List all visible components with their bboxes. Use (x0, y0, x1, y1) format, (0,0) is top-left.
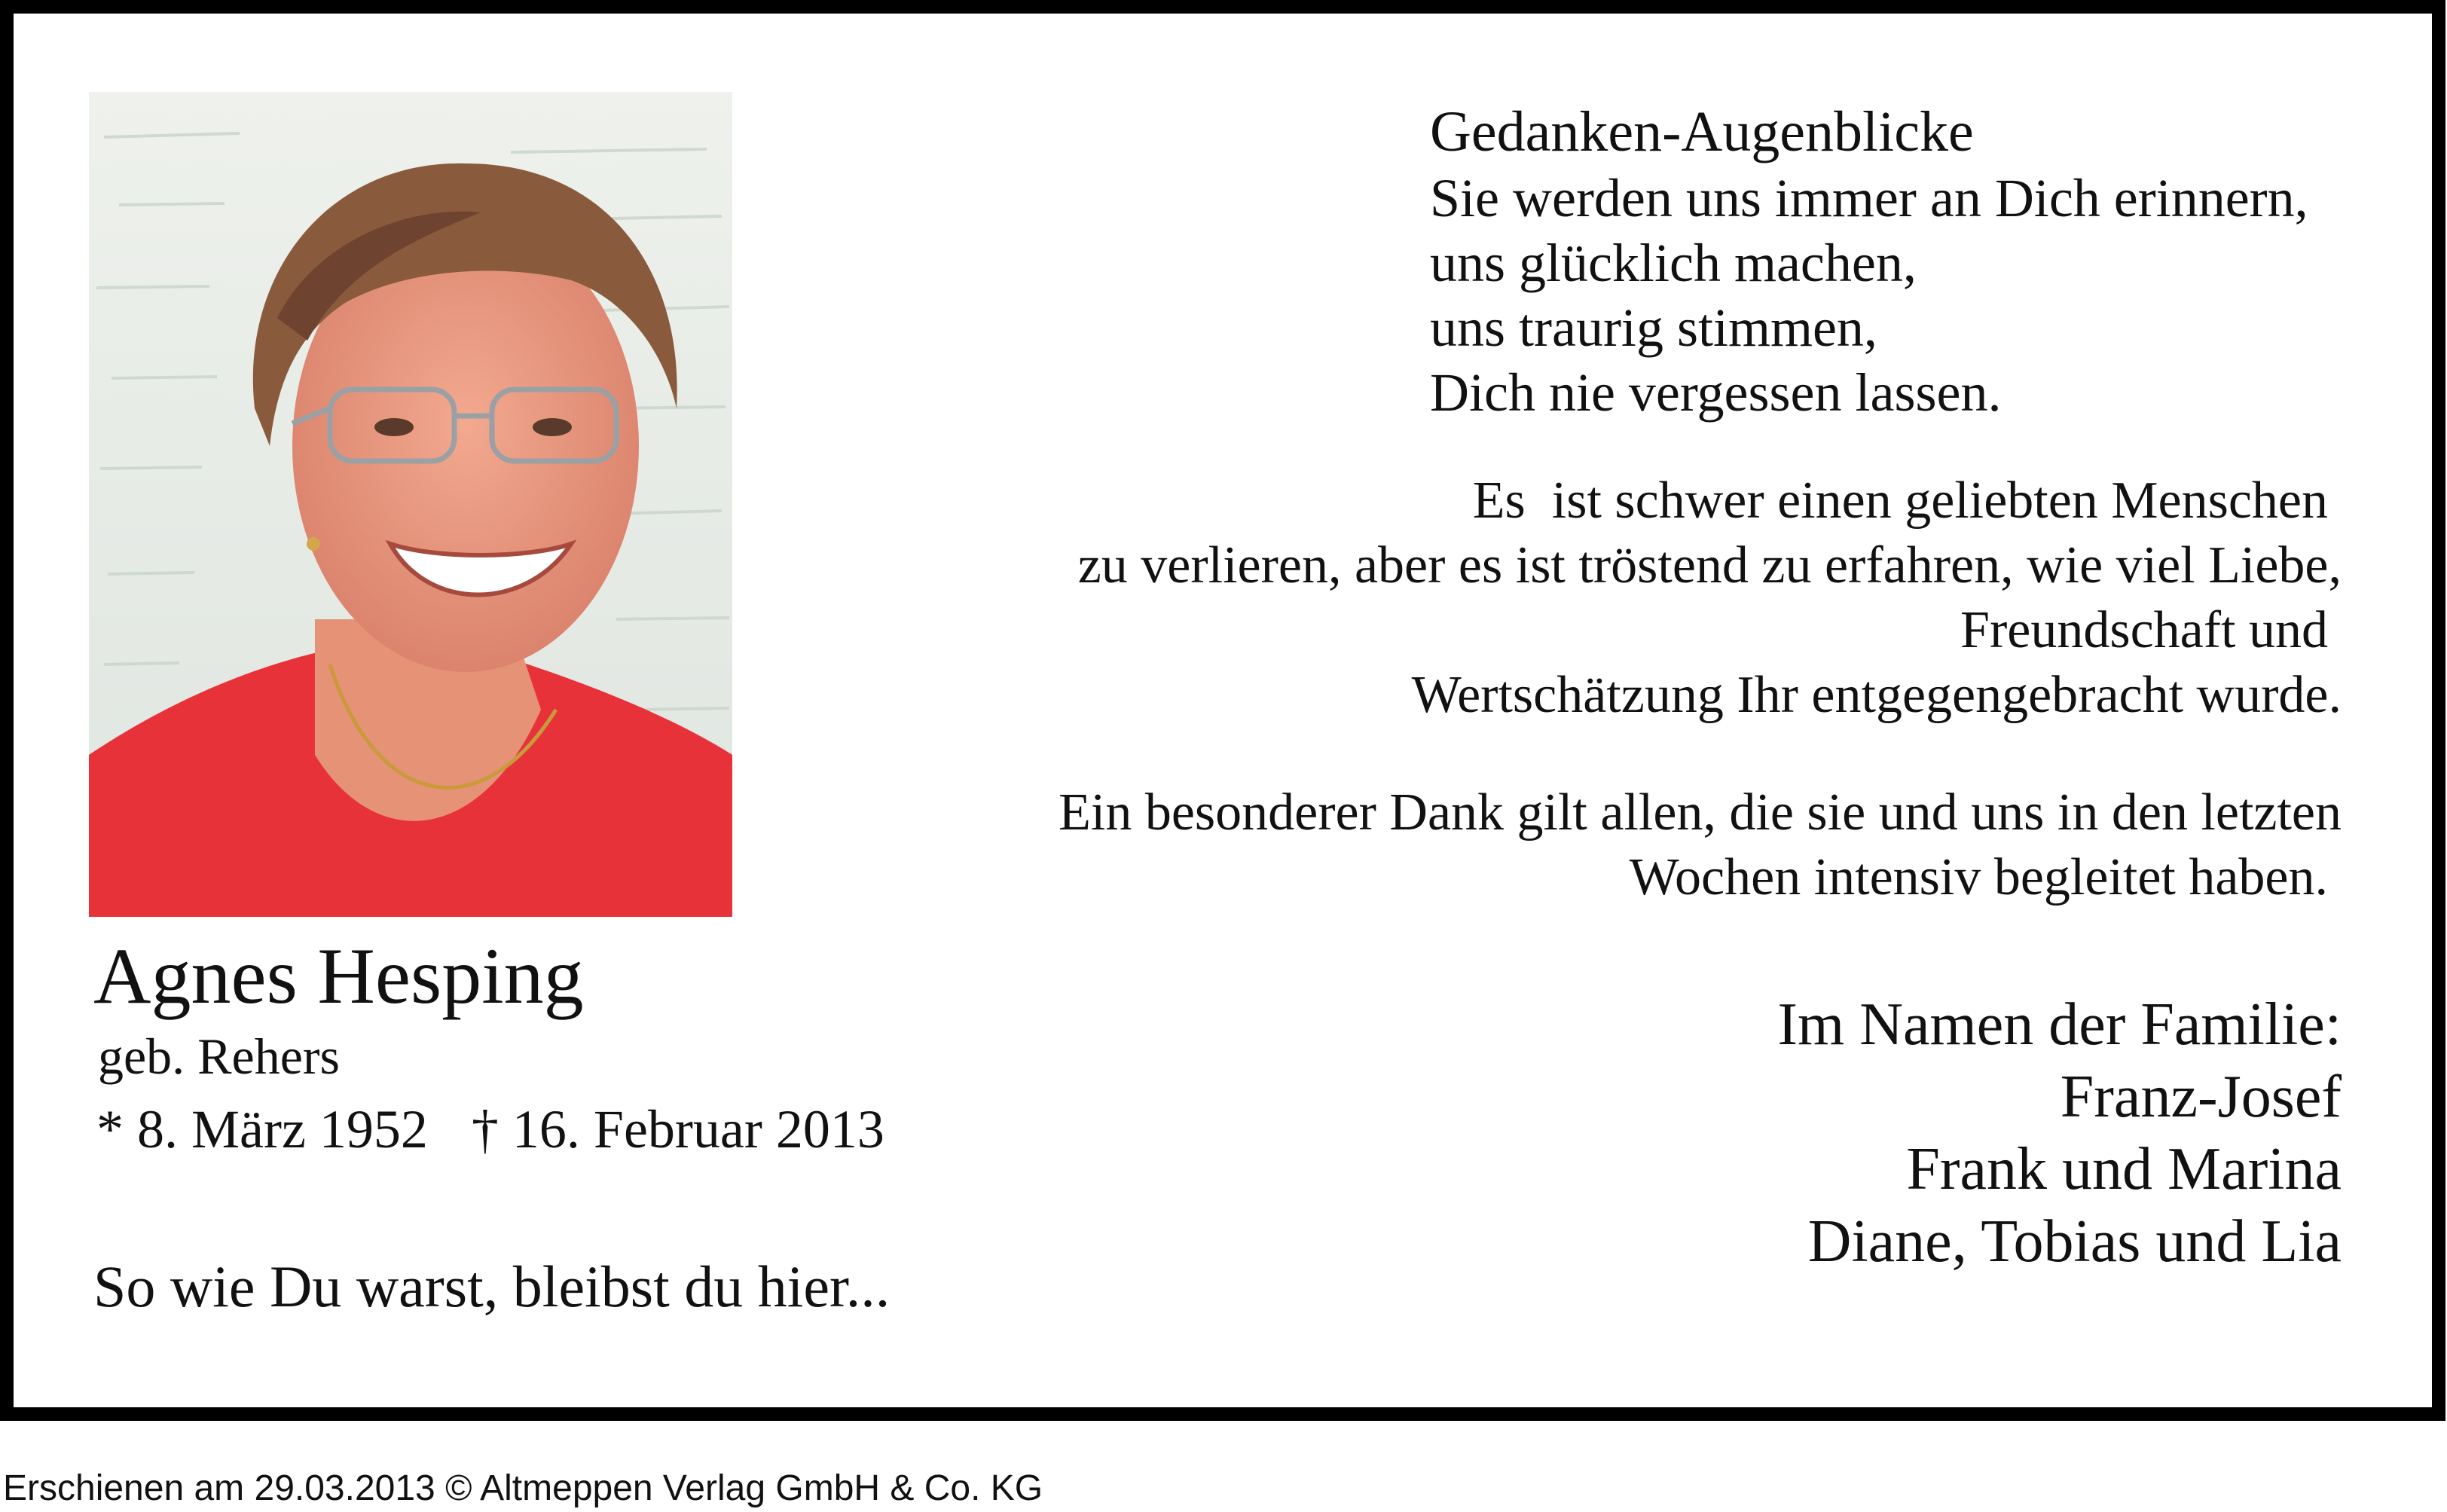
poem-line: Sie werden uns immer an Dich erinnern, (1430, 168, 2308, 228)
poem (1430, 98, 2308, 425)
publication-footer: Erschienen am 29.03.2013 © Altmeppen Verlag GmbH & Co. KG (3, 1468, 1043, 1508)
family-signature (1777, 988, 2342, 1278)
poem-line: Dich nie vergessen lassen. (1430, 362, 2002, 423)
thanks-paragraph (1059, 780, 2342, 910)
paragraph-line: Freundschaft und (1960, 601, 2328, 659)
poem-line: uns traurig stimmen, (1430, 298, 1877, 358)
condolence-paragraph (1078, 469, 2342, 728)
poem-line: uns glücklich machen, (1430, 233, 1917, 293)
maiden-name: geb. Rehers (98, 1028, 341, 1085)
life-dates (96, 1100, 884, 1159)
paragraph-line: Es ist schwer einen geliebten Menschen (1472, 472, 2328, 530)
deceased-name: Agnes Hesping (93, 932, 584, 1020)
portrait-photo (89, 92, 732, 917)
poem-title: Gedanken-Augenblicke (1430, 100, 1974, 163)
paragraph-line: Wertschätzung Ihr entgegengebracht wurde. (1411, 666, 2342, 724)
birth-date: * 8. März 1952 (96, 1099, 428, 1159)
paragraph-line: Ein besonderer Dank gilt allen, die sie und uns in den letzten (1059, 783, 2342, 842)
family-member: Frank und Marina (1906, 1136, 2342, 1202)
paragraph-line: zu verlieren, aber es ist tröstend zu erfahren, wie viel Liebe, (1077, 536, 2342, 594)
family-member: Diane, Tobias und Lia (1807, 1208, 2342, 1275)
family-member: Franz-Josef (2060, 1064, 2342, 1130)
paragraph-line: Wochen intensiv begleitet haben. (1629, 848, 2328, 906)
family-intro: Im Namen der Familie: (1777, 991, 2342, 1058)
death-date: † 16. Februar 2013 (471, 1099, 884, 1159)
motto: So wie Du warst, bleibst du hier... (93, 1254, 891, 1319)
